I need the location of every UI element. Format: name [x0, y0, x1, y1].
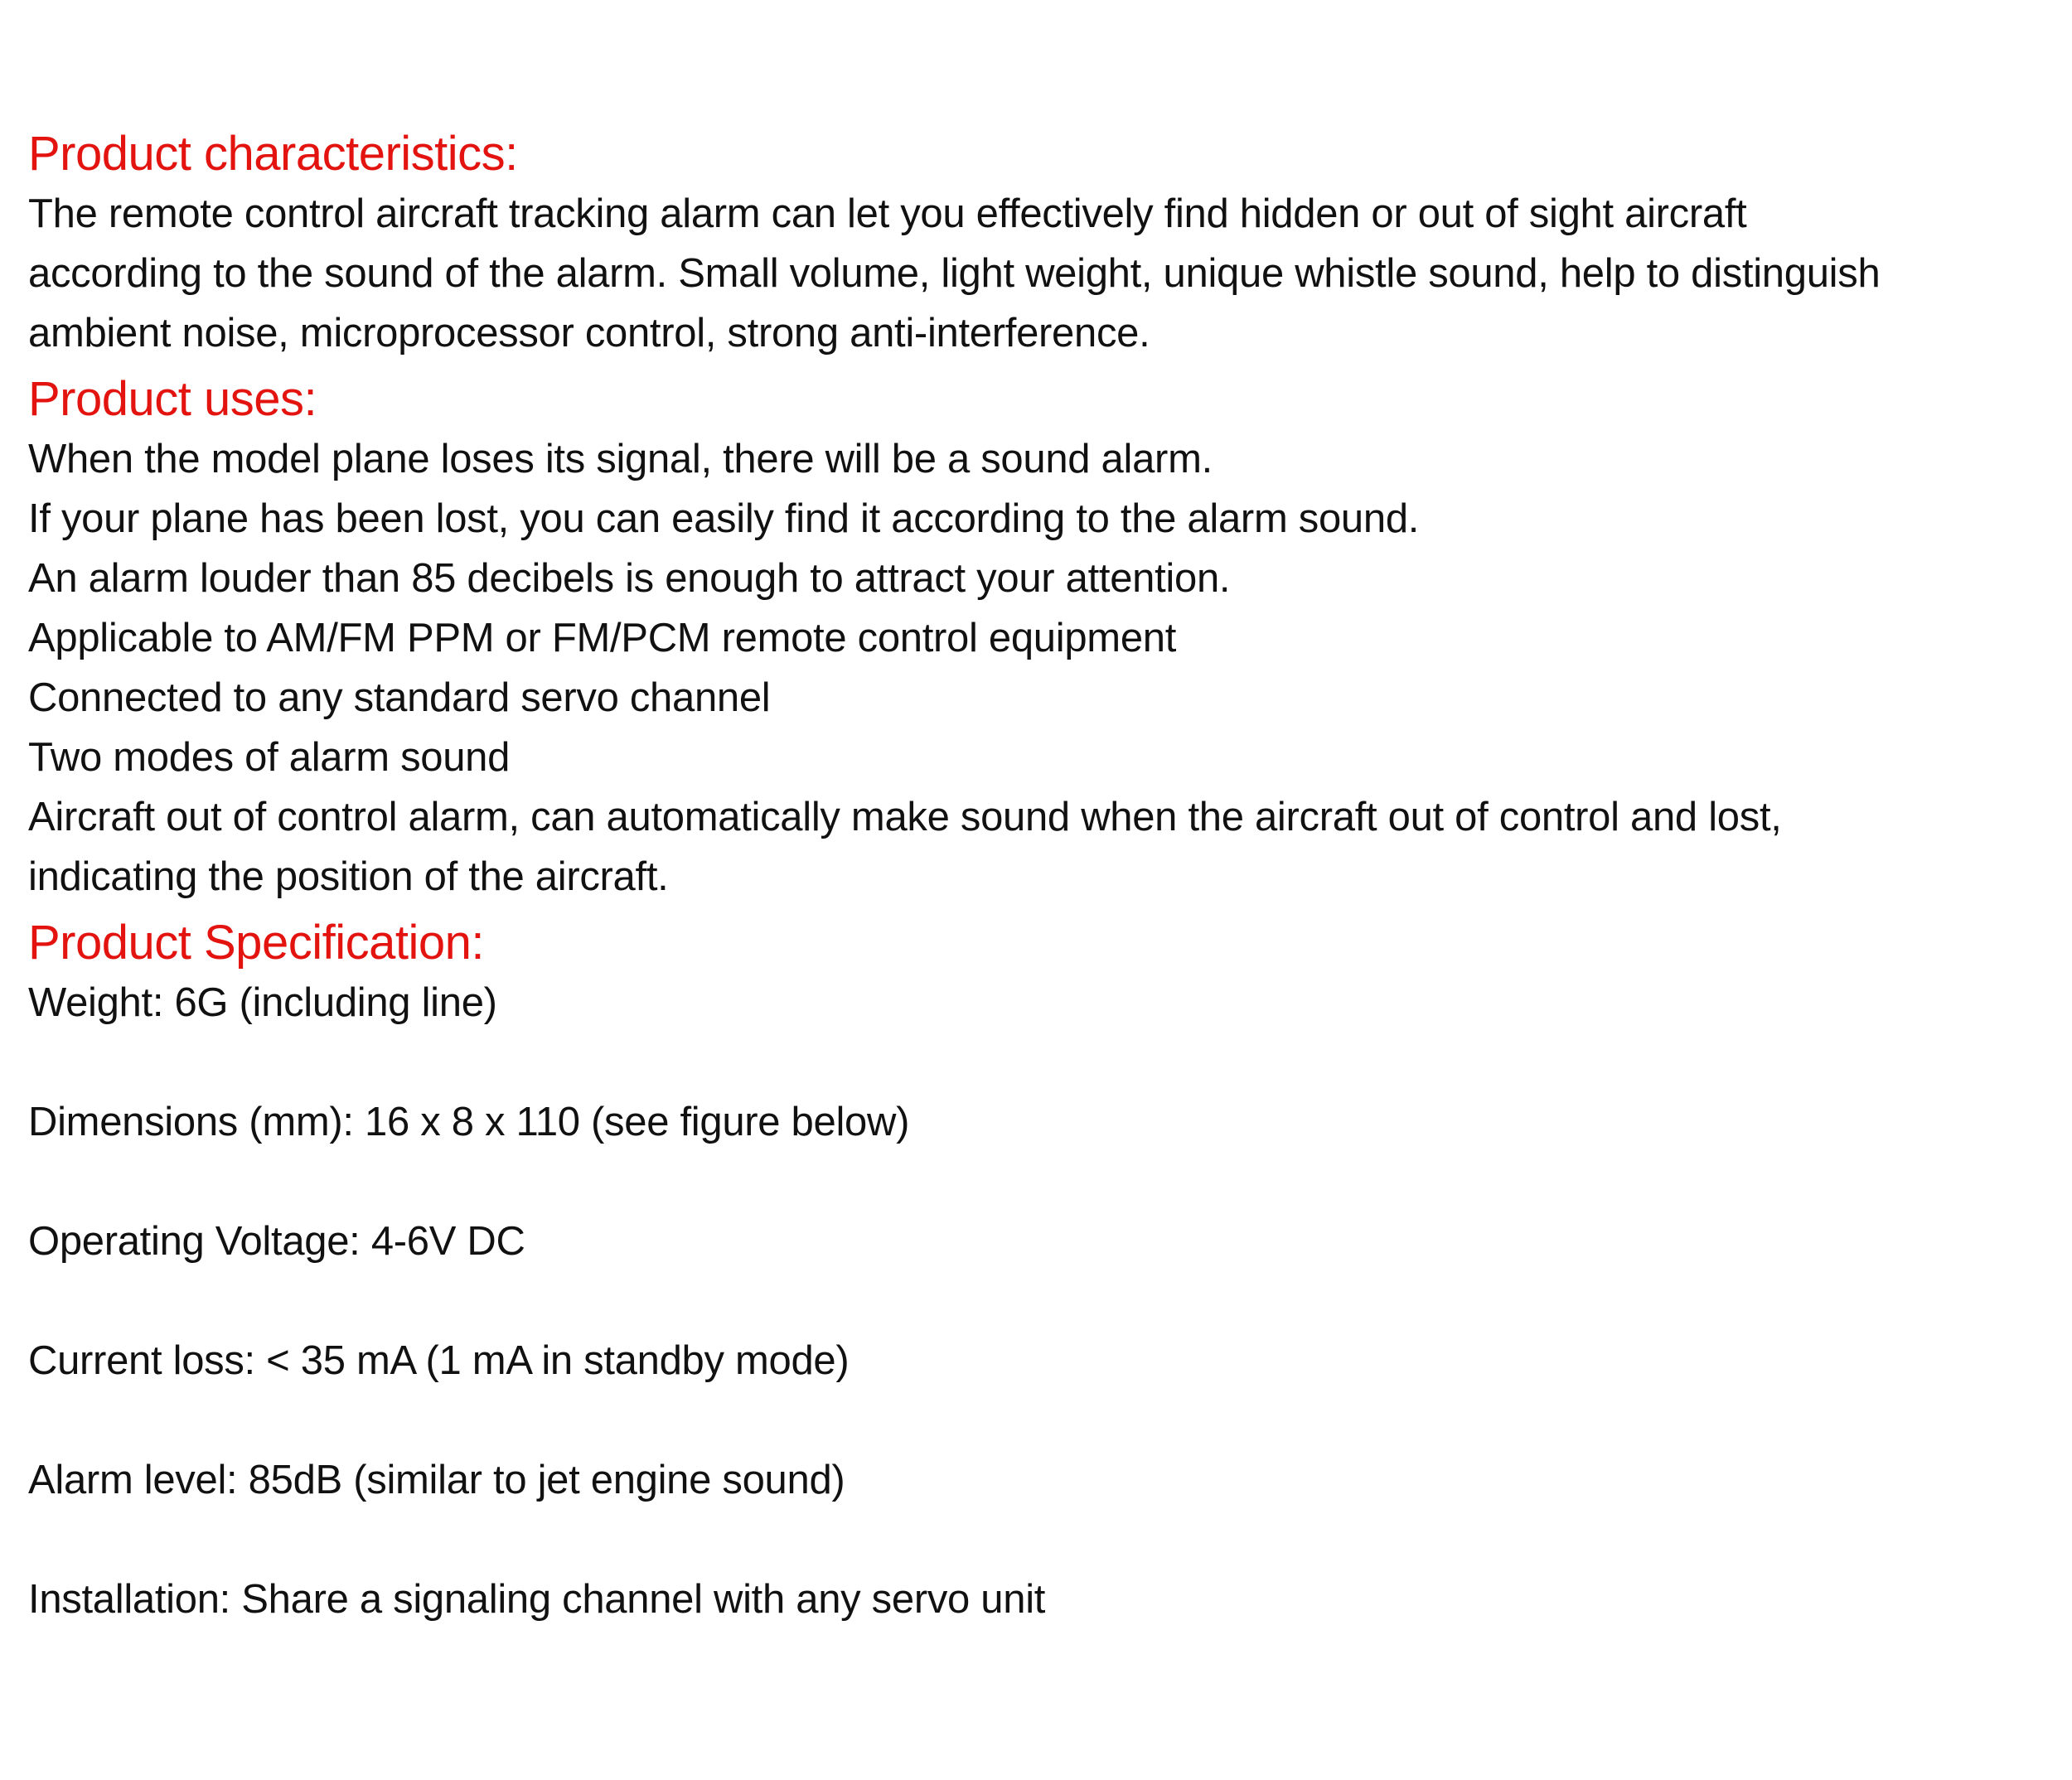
uses-line: If your plane has been lost, you can easily find it according to the alarm sound.: [28, 496, 1420, 541]
specification-heading: Product Specification:: [28, 916, 484, 970]
characteristics-line: according to the sound of the alarm. Small volume, light weight, unique whistle sound, help to distinguish: [28, 251, 1881, 296]
uses-line: Aircraft out of control alarm, can automatically make sound when the aircraft out of control and lost,: [28, 795, 1782, 839]
uses-line: Two modes of alarm sound: [28, 735, 511, 780]
uses-section: [28, 370, 2050, 907]
spec-voltage: Operating Voltage: 4-6V DC: [28, 1219, 525, 1264]
uses-line: An alarm louder than 85 decibels is enough to attract your attention.: [28, 556, 1231, 601]
characteristics-heading: Product characteristics:: [28, 127, 518, 181]
spec-current-loss: Current loss: < 35 mA (1 mA in standby mode): [28, 1338, 850, 1383]
specification-list: [28, 973, 2050, 1629]
spec-dimensions: Dimensions (mm): 16 x 8 x 110 (see figure below): [28, 1100, 910, 1144]
characteristics-line: ambient noise, microprocessor control, strong anti-interference.: [28, 311, 1150, 356]
uses-line: indicating the position of the aircraft.: [28, 854, 669, 899]
characteristics-line: The remote control aircraft tracking alarm can let you effectively find hidden or out of sight aircraft: [28, 191, 1747, 236]
uses-text: [28, 429, 2050, 907]
specification-section: [28, 913, 2050, 1629]
characteristics-section: [28, 124, 2050, 363]
spec-alarm-level: Alarm level: 85dB (similar to jet engine sound): [28, 1458, 845, 1502]
uses-heading: Product uses:: [28, 372, 317, 426]
uses-line: When the model plane loses its signal, there will be a sound alarm.: [28, 437, 1213, 481]
product-description: [28, 124, 2050, 1689]
uses-line: Applicable to AM/FM PPM or FM/PCM remote control equipment: [28, 616, 1177, 660]
characteristics-text: [28, 184, 2050, 363]
spec-weight: Weight: 6G (including line): [28, 980, 497, 1025]
spec-installation: Installation: Share a signaling channel with any servo unit: [28, 1577, 1046, 1622]
uses-line: Connected to any standard servo channel: [28, 675, 771, 720]
